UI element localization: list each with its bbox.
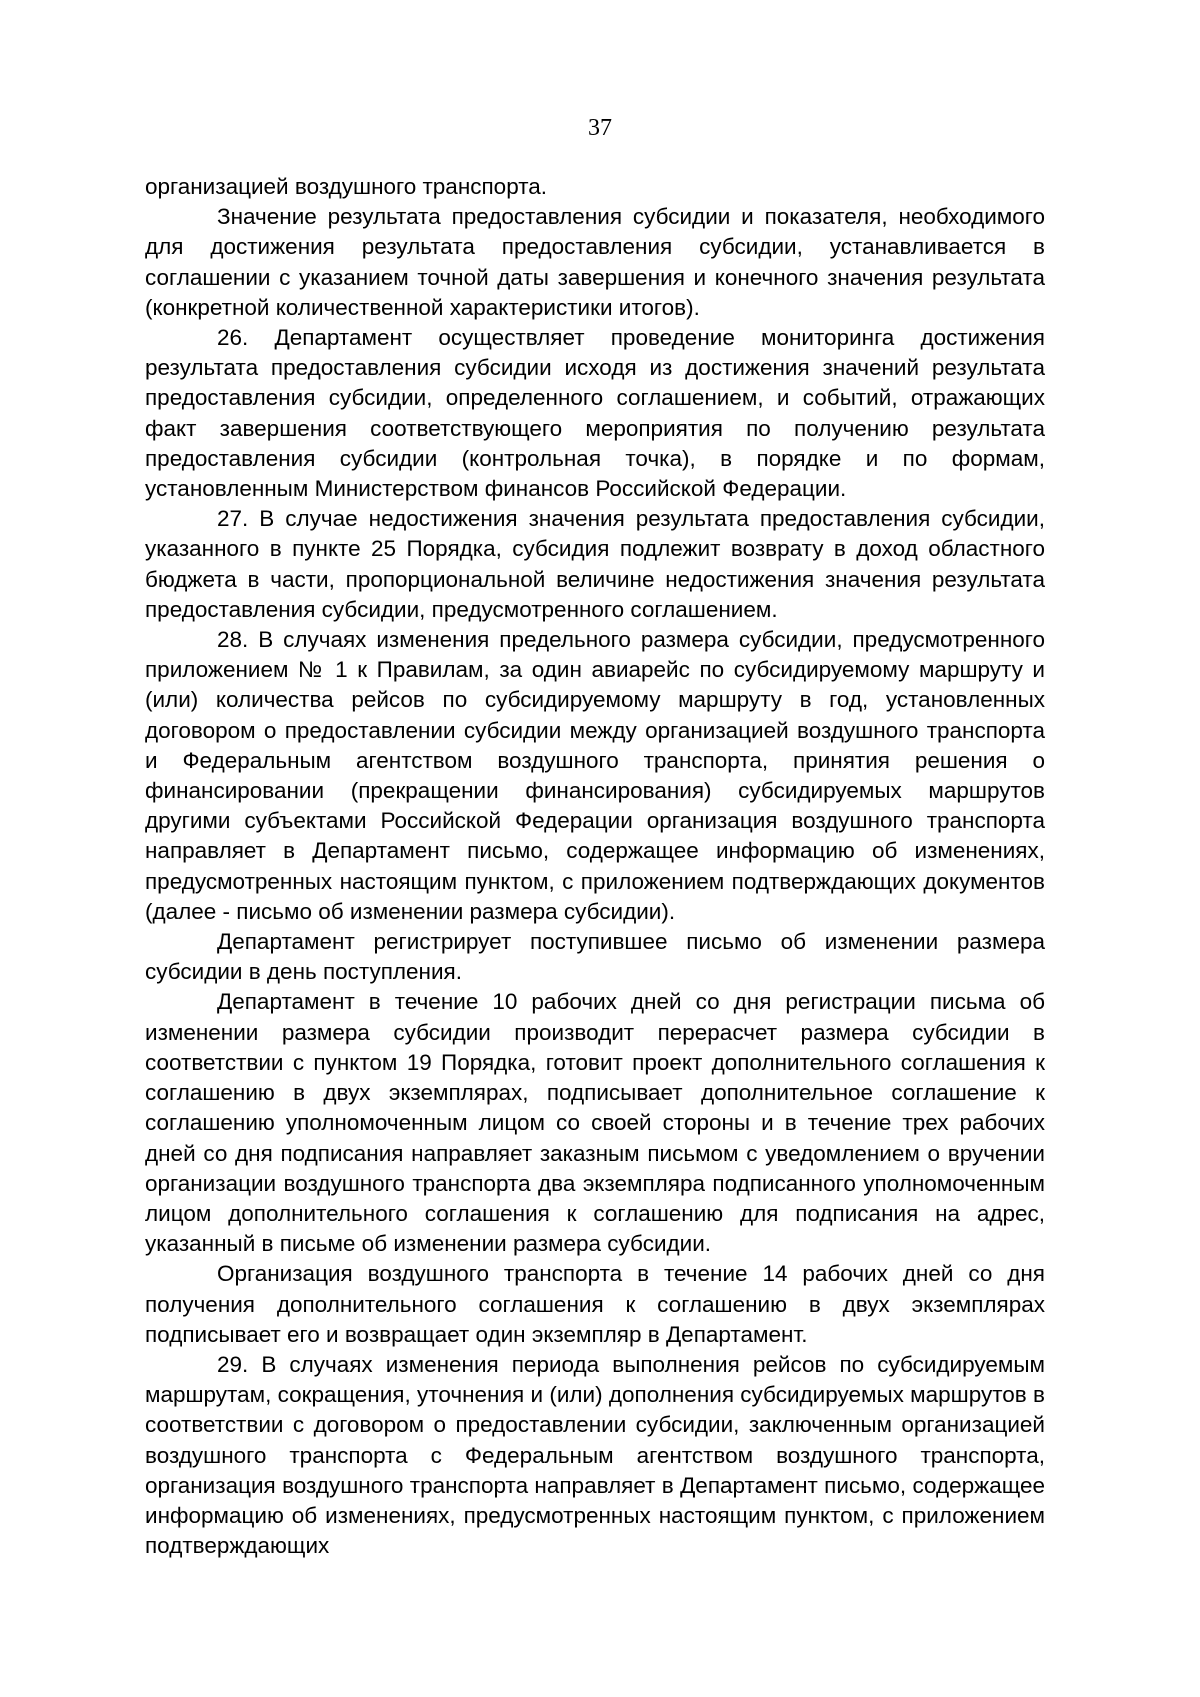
paragraph: 27. В случае недостижения значения результата предоставления субсидии, указанного в пункте 25 Порядка, субсидия подлежит возврату в доход областного бюджета в части, пропорциональной величине недостижения значения результата предоставления субсидии, предусмотренного соглашением.	[145, 506, 1045, 622]
page-number: 37	[588, 115, 612, 141]
paragraph: 29. В случаях изменения периода выполнения рейсов по субсидируемым маршрутам, сокращения, уточнения и (или) дополнения субсидируемых маршрутов в соответствии с договором о предоставлении субсидии, заключенным организацией воздушного транспорта с Федеральным агентством воздушного транспорта, организация воздушного транспорта направляет в Департамент письмо, содержащее информацию об изменениях, предусмотренных настоящим пунктом, с приложением подтверждающих	[145, 1351, 1045, 1559]
document-body	[145, 172, 1045, 1561]
paragraph: организацией воздушного транспорта.	[145, 174, 548, 199]
paragraph: 26. Департамент осуществляет проведение мониторинга достижения результата предоставления субсидии исходя из достижения значений результата предоставления субсидии, определенного соглашением, и событий, отражающих факт завершения соответствующего мероприятия по получению результата предоставления субсидии (контрольная точка), в порядке и по формам, установленным Министерством финансов Российской Федерации.	[145, 325, 1045, 502]
paragraph: 28. В случаях изменения предельного размера субсидии, предусмотренного приложением № 1 к Правилам, за один авиарейс по субсидируемому маршруту и (или) количества рейсов по субсидируемому маршруту в год, установленных договором о предоставлении субсидии между организацией воздушного транспорта и Федеральным агентством воздушного транспорта, принятия решения о финансировании (прекращении финансирования) субсидируемых маршрутов другими субъектами Российской Федерации организация воздушного транспорта направляет в Департамент письмо, содержащее информацию об изменениях, предусмотренных настоящим пунктом, с приложением подтверждающих документов (далее - письмо об изменении размера субсидии).	[145, 627, 1045, 924]
paragraph: Организация воздушного транспорта в течение 14 рабочих дней со дня получения дополнительного соглашения к соглашению в двух экземплярах подписывает его и возвращает один экземпляр в Департамент.	[145, 1261, 1045, 1347]
paragraph: Значение результата предоставления субсидии и показателя, необходимого для достижения результата предоставления субсидии, устанавливается в соглашении с указанием точной даты завершения и конечного значения результата (конкретной количественной характеристики итогов).	[145, 204, 1045, 320]
paragraph: Департамент регистрирует поступившее письмо об изменении размера субсидии в день поступления.	[145, 929, 1045, 985]
paragraph: Департамент в течение 10 рабочих дней со дня регистрации письма об изменении размера субсидии производит перерасчет размера субсидии в соответствии с пунктом 19 Порядка, готовит проект дополнительного соглашения к соглашению в двух экземплярах, подписывает дополнительное соглашение к соглашению уполномоченным лицом со своей стороны и в течение трех рабочих дней со дня подписания направляет заказным письмом с уведомлением о вручении организации воздушного транспорта два экземпляра подписанного уполномоченным лицом дополнительного соглашения к соглашению для подписания на адрес, указанный в письме об изменении размера субсидии.	[145, 989, 1045, 1257]
